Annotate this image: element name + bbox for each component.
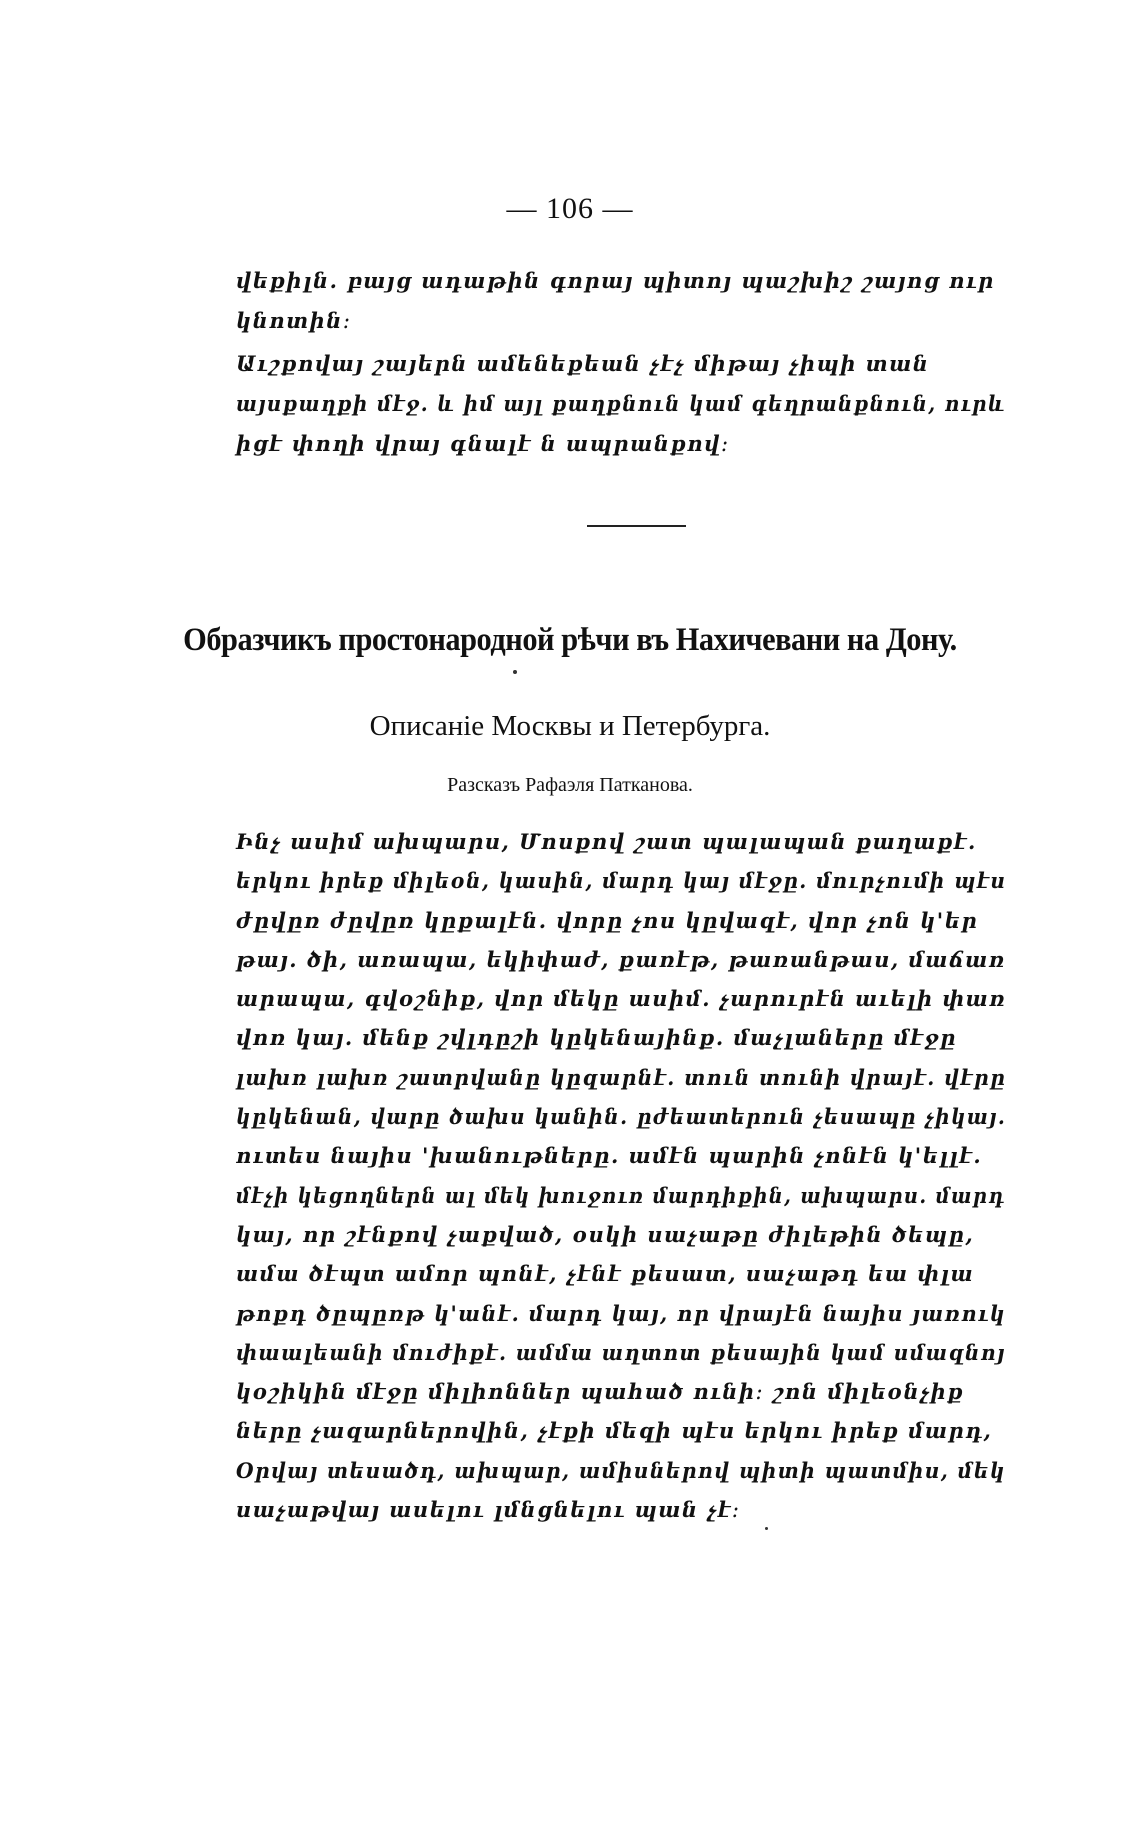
- section-heading: Образчикъ простонародной рѣчи въ Нахичевани на Дону.: [183, 622, 957, 658]
- text-line: կըկենան, վարը ծախս կանին. ըժեատերուն չեսապը չիկայ.: [236, 1104, 1007, 1130]
- text-line: Աւշքովայ շայերն ամենեքեան չէչ միթայ չիպի տան: [236, 351, 930, 376]
- paragraph-3: [236, 822, 1006, 1529]
- text-line: իցէ փողի վրայ գնալէ ն ապրանքով։: [236, 431, 730, 456]
- text-line: ները չազարներովին, չէքի մեզի պէս երկու իրեք մարդ,: [236, 1418, 993, 1444]
- text-line: ուտես նայիս 'խանութները. ամէն պարին չոնէն կ'ելլէ.: [236, 1143, 983, 1169]
- text-line: լախռ լախռ շատրվանը կըզարնէ. տուն տունի վրայէ. վէրը: [236, 1064, 1007, 1090]
- ink-speck: [765, 1527, 768, 1530]
- text-line: այսքաղքի մէջ. և իմ այլ քաղքնուն կամ գեղրանքնուն, ուրև: [236, 391, 1006, 416]
- page-number: — 106 —: [506, 192, 634, 225]
- text-line: կօշիկին մէջը միլիոններ պահած ունի։ շոն միլեօնչիք: [236, 1379, 965, 1405]
- text-line: մէչի կեցողներն ալ մեկ խուջուռ մարդիքին, ախպարս. մարդ: [236, 1182, 1006, 1208]
- text-line: թայ. ծի, առապա, եկիփաժ, քառէթ, թառանթաս, մաճառ: [236, 946, 1006, 972]
- text-line: ամա ծէպտ ամոր պոնէ, չէնէ քեսատ, սաչաթդ եա փլա: [236, 1261, 975, 1287]
- text-line: երկու իրեք միլեօն, կասին, մարդ կայ մէջը. մուրչումի պէս: [236, 868, 1007, 894]
- text-line: Օրվայ տեսածդ, ախպար, ամիսներով պիտի պատմիս, մեկ: [236, 1457, 1006, 1483]
- paragraph-1: [236, 261, 1006, 341]
- text-line: սաչաթվայ ասելու լմնցնելու պան չէ։: [236, 1497, 741, 1523]
- ink-speck: [513, 670, 517, 674]
- text-line: ժըվըռ ժըվըռ կըքալէն. վորը չոս կըվազէ, վոր չոն կ'եր: [236, 907, 979, 933]
- text-line: կայ, որ շէնքով չաքված, օսկի սաչաթը ժիլեթին ծեպը,: [236, 1221, 975, 1247]
- text-line: վեքիլն. բայց ադաթին գորայ պիտոյ պաշխիշ շայոց ուր: [236, 268, 995, 293]
- paragraph-2: [236, 344, 1006, 464]
- text-line: կնոտին։: [236, 308, 352, 333]
- text-line: Ինչ ասիմ ախպարս, Մոսքով շատ պալապան քաղաքէ.: [236, 829, 977, 854]
- text-line: վոռ կայ. մենք շվլդըշի կըկենայինք. մաչլաները մէջը: [236, 1025, 957, 1051]
- text-line: թոքդ ծըպըռթ կ'անէ. մարդ կայ, որ վրայէն նայիս յառուկ: [236, 1300, 1007, 1326]
- text-line: փաալեանի մուժիքէ. ամմա աղտոտ քեսային կամ սմազնոյ: [236, 1339, 1006, 1365]
- section-divider: [587, 525, 686, 527]
- section-subheading: Описаніе Москвы и Петербурга.: [369, 710, 771, 742]
- text-line: արապա, գվօշնիք, վոր մեկը ասիմ. չարուրէն աւելի փառ: [236, 986, 1007, 1012]
- author-byline: Разсказъ Рафаэля Патканова.: [447, 774, 693, 796]
